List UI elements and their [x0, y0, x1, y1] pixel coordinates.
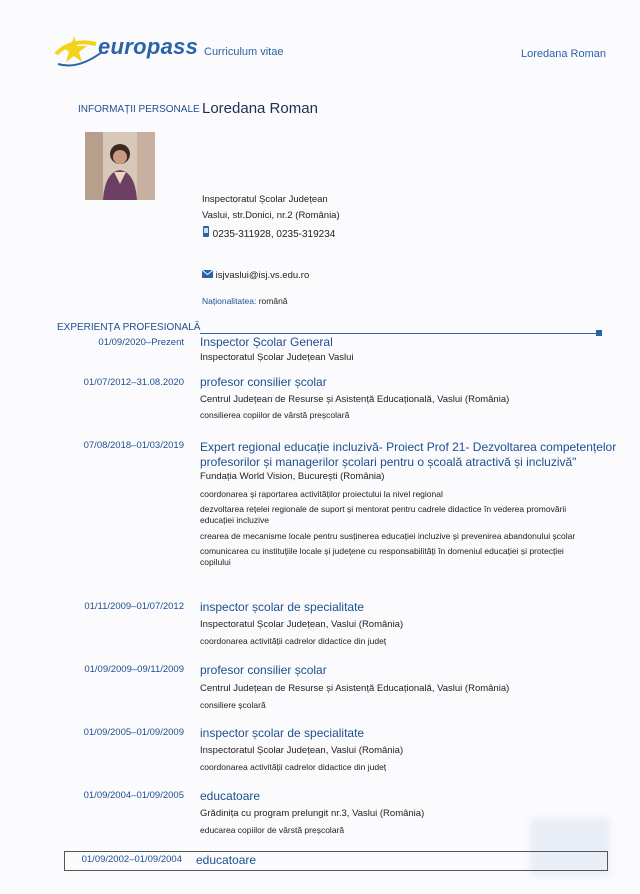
entry-title: Inspector Școlar General [200, 335, 333, 349]
email-row [202, 270, 309, 281]
phone-row [202, 226, 335, 240]
personal-info-label: INFORMAȚII PERSONALE [78, 104, 200, 115]
section-rule-end [596, 330, 602, 336]
entry-title: profesor consilier școlar [200, 375, 327, 389]
entry-date: 01/09/2009–09/11/2009 [84, 664, 184, 675]
entry-title: educatoare [196, 853, 257, 867]
entry-task: copilului [200, 557, 231, 567]
mail-icon [202, 270, 213, 281]
cv-label: Curriculum vitae [204, 46, 284, 58]
entry-org: Grădinița cu program prelungit nr.3, Vaslui (România) [200, 808, 425, 819]
entry-title: inspector școlar de specialitate [200, 726, 365, 740]
entry-org: Inspectoratul Școlar Județean Vaslui [200, 352, 354, 363]
entry-task: crearea de mecanisme locale pentru susținerea educației incluzive și prevenirea abandonului școlar [200, 531, 576, 541]
phone-numbers: 0235-311928, 0235-319234 [212, 229, 336, 240]
entry-task: consilierea copiilor de vârstă preșcolară [200, 410, 350, 420]
entry-task: educației incluzive [200, 515, 269, 525]
address-line-2: Vaslui, str.Donici, nr.2 (România) [202, 210, 340, 221]
entry-task: coordonarea activității cadrelor didactice din județ [200, 636, 387, 646]
entry-date: 01/09/2002–01/09/2004 [81, 854, 182, 865]
entry-task: coordonarea și raportarea activităților proiectului la nivel regional [200, 489, 443, 499]
entry-date: 01/09/2005–01/09/2009 [83, 727, 184, 738]
entry-title-line-2: profesorilor și managerilor școlari pentru o școală atractivă și incluzivă" [200, 455, 577, 469]
phone-icon [202, 226, 210, 240]
person-name: Loredana Roman [202, 100, 318, 117]
header-name: Loredana Roman [520, 48, 606, 60]
entry-title: profesor consilier școlar [200, 663, 327, 677]
email-address[interactable]: isjvaslui@isj.vs.edu.ro [215, 270, 310, 281]
nationality-row [202, 296, 288, 306]
entry-date: 01/07/2012–31.08.2020 [83, 377, 184, 388]
entry-date: 01/09/2020–Prezent [98, 337, 184, 348]
experience-label: EXPERIENȚA PROFESIONALĂ [57, 322, 201, 333]
entry-task: educarea copiilor de vârstă preșcolară [200, 825, 345, 835]
entry-org: Centrul Județean de Resurse și Asistență Educațională, Vaslui (România) [200, 683, 510, 694]
nationality-value: română [258, 296, 288, 306]
entry-task: coordonarea activității cadrelor didactice din județ [200, 762, 387, 772]
entry-task: consiliere școlară [200, 700, 266, 710]
entry-org: Inspectoratul Școlar Județean, Vaslui (România) [200, 619, 404, 630]
entry-task: comunicarea cu instituțiile locale și județene cu responsabilități în domeniul educației și protecției [200, 546, 564, 556]
section-rule [200, 333, 600, 334]
entry-date: 01/09/2004–01/09/2005 [83, 790, 184, 801]
entry-task: dezvoltarea rețelei regionale de suport și mentorat pentru cadrele didactice în vederea promovării [200, 504, 567, 514]
entry-org: Centrul Județean de Resurse și Asistență Educațională, Vaslui (România) [200, 394, 510, 405]
address-line-1: Inspectoratul Școlar Județean [202, 194, 328, 205]
entry-org: Fundația World Vision, București (România) [200, 471, 385, 482]
logo-wordmark: europass [98, 34, 199, 59]
entry-title: inspector școlar de specialitate [200, 600, 365, 614]
entry-date: 07/08/2018–01/03/2019 [83, 440, 184, 451]
entry-title-line-1: Expert regional educație incluzivă- Proiect Prof 21- Dezvoltarea competențelor [200, 440, 617, 454]
nationality-label: Naționalitatea: [202, 296, 257, 306]
profile-photo [85, 132, 155, 200]
entry-date: 01/11/2009–01/07/2012 [84, 601, 184, 612]
entry-title: educatoare [200, 789, 261, 803]
entry-org: Inspectoratul Școlar Județean, Vaslui (România) [200, 745, 404, 756]
